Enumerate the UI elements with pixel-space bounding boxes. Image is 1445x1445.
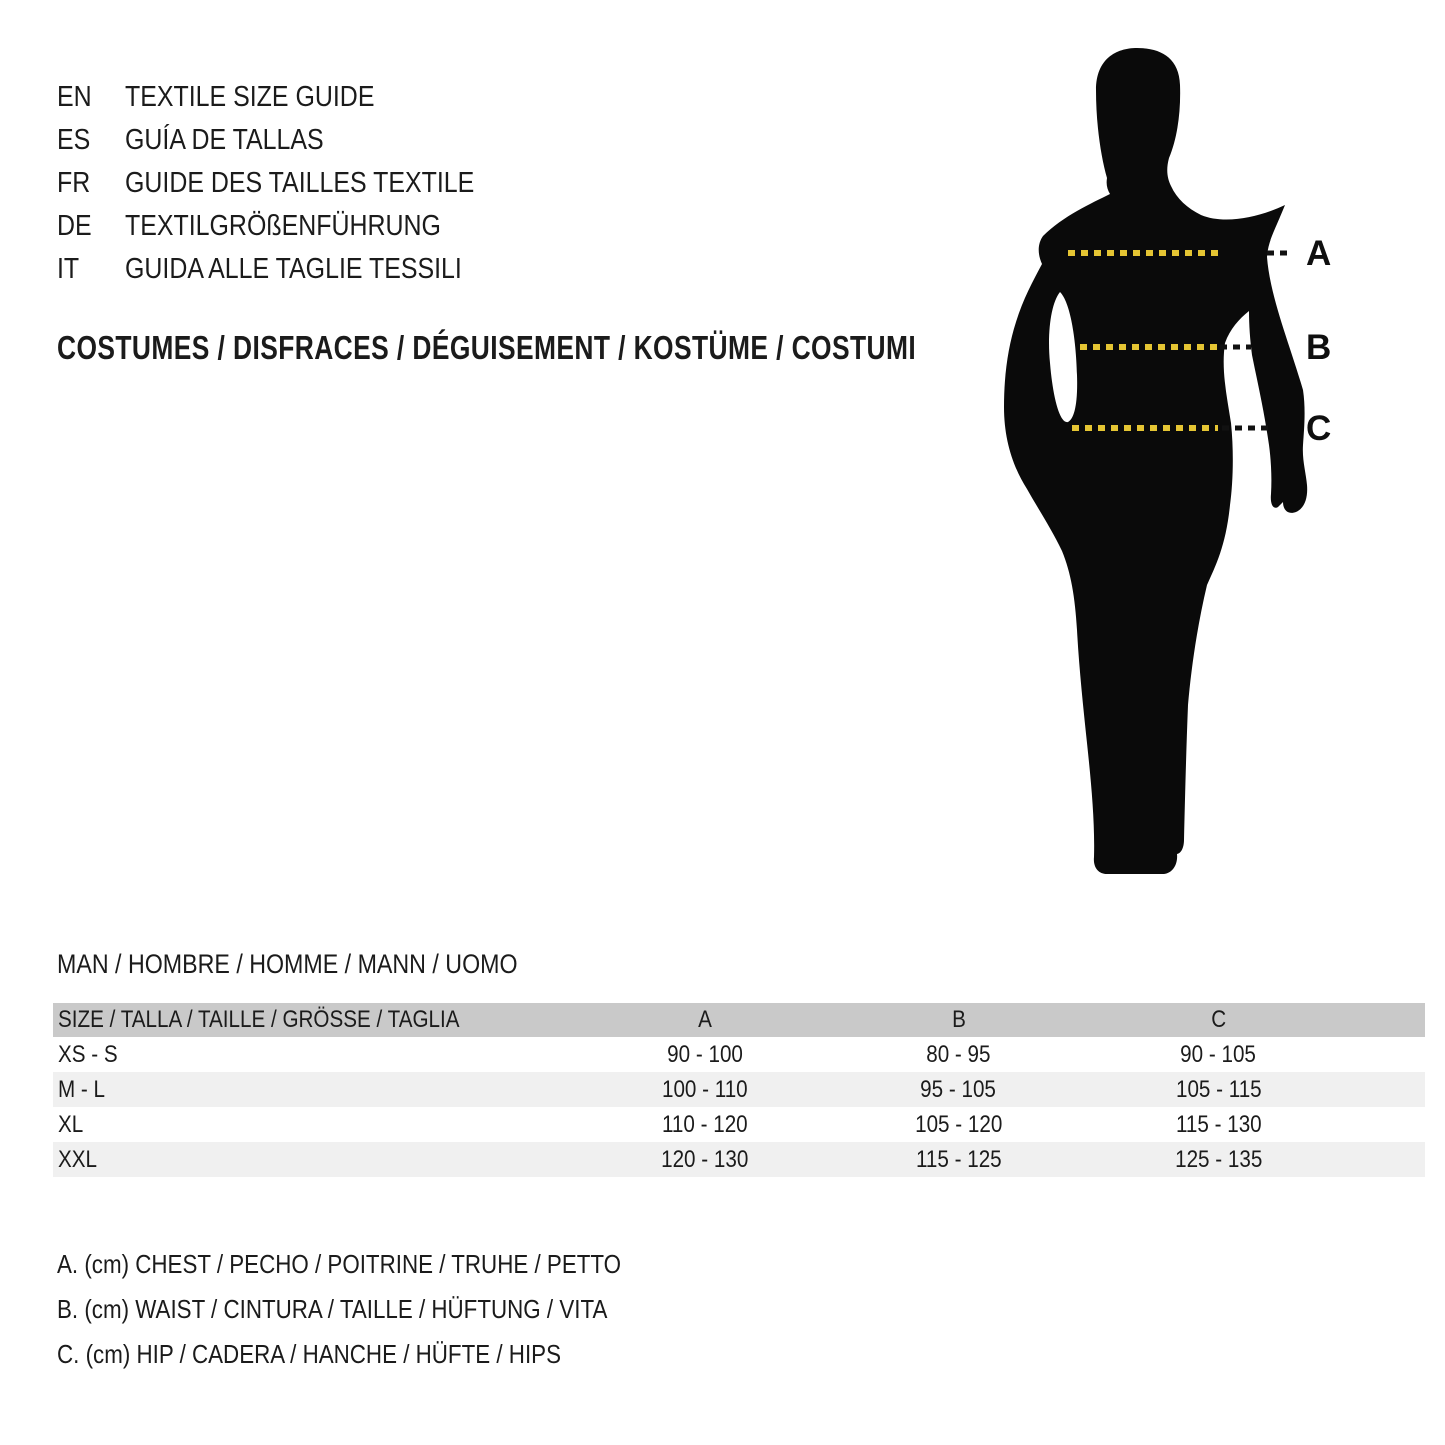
table-row-xl bbox=[53, 1107, 1425, 1142]
language-code: DE bbox=[57, 210, 92, 242]
legend-item-hip: C. (cm) HIP / CADERA / HANCHE / HÜFTE / HIPS bbox=[57, 1339, 561, 1369]
language-title: GUIDE DES TAILLES TEXTILE bbox=[125, 167, 475, 199]
language-row-es bbox=[57, 119, 531, 162]
language-list bbox=[57, 76, 531, 291]
cell-b: 80 - 95 bbox=[926, 1040, 991, 1068]
cell-a: 120 - 130 bbox=[661, 1145, 749, 1173]
cell-c: 105 - 115 bbox=[1175, 1075, 1262, 1103]
male-silhouette bbox=[1004, 48, 1307, 874]
cell-b: 105 - 120 bbox=[914, 1110, 1003, 1138]
language-row-de bbox=[57, 205, 531, 248]
language-code: EN bbox=[57, 81, 92, 113]
legend-item-waist: B. (cm) WAIST / CINTURA / TAILLE / HÜFTUNG / VITA bbox=[57, 1294, 608, 1324]
cell-size: M - L bbox=[58, 1075, 106, 1103]
header-c: C bbox=[1211, 1006, 1226, 1033]
language-row-it bbox=[57, 248, 531, 291]
table-row-xs-s bbox=[53, 1037, 1425, 1072]
legend-item-chest: A. (cm) CHEST / PECHO / POITRINE / TRUHE / PETTO bbox=[57, 1249, 622, 1279]
measure-label-c: C bbox=[1306, 409, 1332, 448]
cell-size: XL bbox=[58, 1110, 84, 1138]
cell-b: 115 - 125 bbox=[915, 1145, 1002, 1173]
header-size: SIZE / TALLA / TAILLE / GRÖSSE / TAGLIA bbox=[58, 1006, 460, 1033]
cell-a: 110 - 120 bbox=[661, 1110, 748, 1138]
language-title: GUIDA ALLE TAGLIE TESSILI bbox=[125, 253, 462, 285]
language-code: IT bbox=[57, 253, 80, 285]
language-code: FR bbox=[57, 167, 91, 199]
header-a: A bbox=[697, 1006, 712, 1033]
table-row-m-l bbox=[53, 1072, 1425, 1107]
cell-c: 125 - 135 bbox=[1174, 1145, 1263, 1173]
cell-c: 115 - 130 bbox=[1175, 1110, 1262, 1138]
category-title: COSTUMES / DISFRACES / DÉGUISEMENT / KOSTÜME / COSTUMI bbox=[57, 329, 917, 366]
measure-label-b: B bbox=[1306, 328, 1332, 367]
header-b: B bbox=[951, 1006, 966, 1033]
language-title: GUÍA DE TALLAS bbox=[125, 124, 324, 156]
cell-b: 95 - 105 bbox=[920, 1075, 997, 1103]
cell-c: 90 - 105 bbox=[1180, 1040, 1257, 1068]
cell-size: XXL bbox=[58, 1145, 98, 1173]
male-silhouette-figure bbox=[980, 45, 1340, 905]
language-title: TEXTILGRÖßENFÜHRUNG bbox=[125, 210, 441, 242]
language-title: TEXTILE SIZE GUIDE bbox=[125, 81, 375, 113]
measure-label-a: A bbox=[1306, 234, 1332, 273]
size-table bbox=[53, 1003, 1425, 1177]
language-row-fr bbox=[57, 162, 531, 205]
size-table-header-row bbox=[53, 1003, 1425, 1037]
cell-a: 100 - 110 bbox=[661, 1075, 748, 1103]
language-row-en bbox=[57, 76, 531, 119]
section-title: MAN / HOMBRE / HOMME / MANN / UOMO bbox=[57, 949, 518, 979]
measurement-legend bbox=[57, 1242, 713, 1377]
cell-size: XS - S bbox=[58, 1040, 118, 1068]
language-code: ES bbox=[57, 124, 91, 156]
table-row-xxl bbox=[53, 1142, 1425, 1177]
cell-a: 90 - 100 bbox=[666, 1040, 743, 1068]
